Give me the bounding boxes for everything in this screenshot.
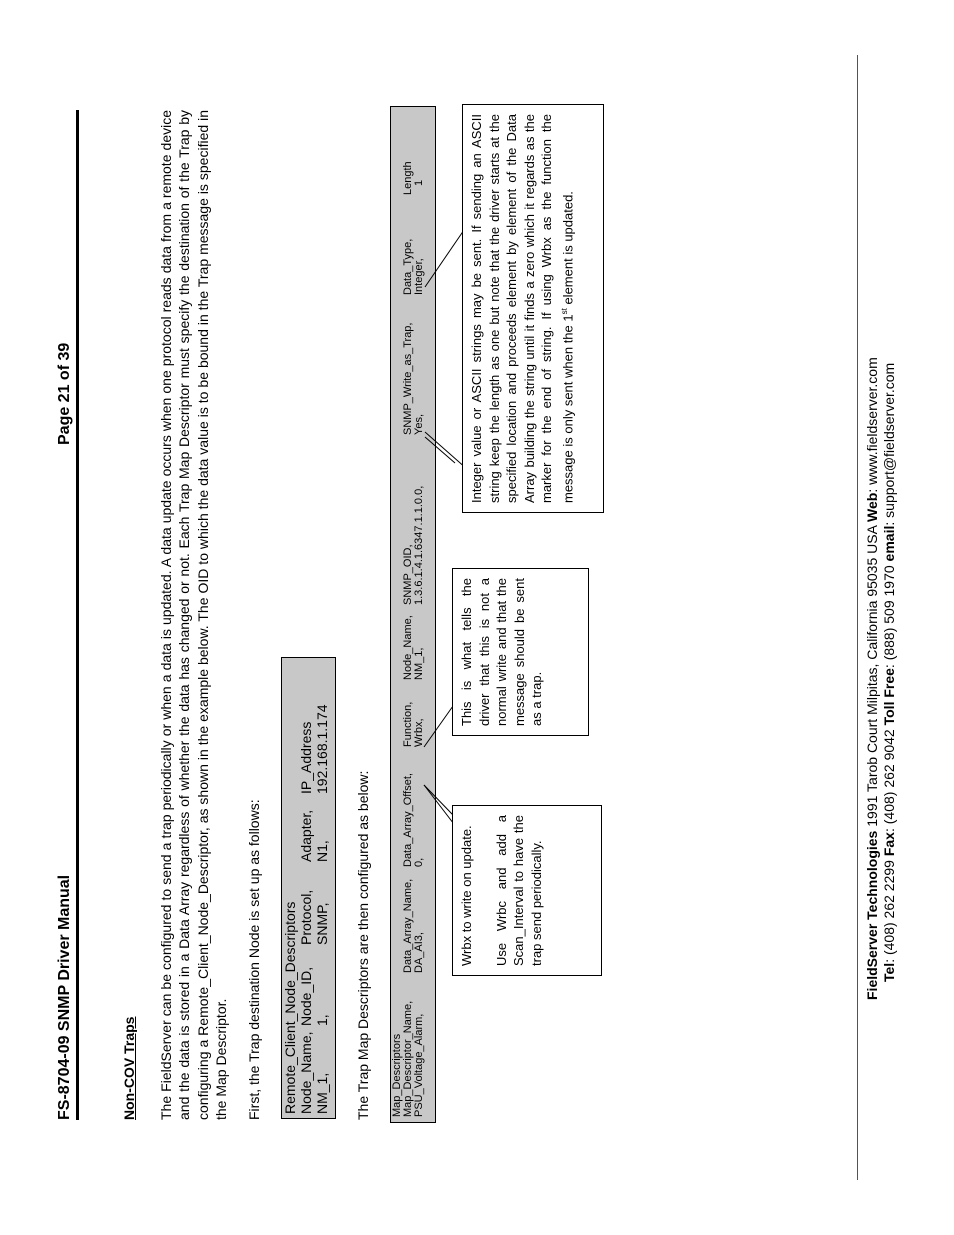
map-header: Function, — [402, 701, 414, 747]
footer-web-label: Web — [864, 492, 880, 522]
footer-address: 1991 Tarob Court Milpitas, California 95035 USA — [864, 521, 880, 831]
section-title: Non-COV Traps — [121, 1016, 137, 1120]
callout-integer — [462, 104, 604, 513]
callout-wrbx — [452, 805, 602, 976]
footer-email: : support@fieldserver.com — [881, 362, 897, 526]
footer-tel: : (408) 262 2299 — [881, 856, 897, 963]
map-value: Integer, — [413, 258, 425, 295]
callout-integer-text-b: element is updated. — [559, 191, 575, 309]
node-header: Node_ID, — [298, 966, 314, 1026]
node-value: NM_1, — [314, 1072, 330, 1114]
map-value: 0, — [413, 857, 425, 867]
footer-tollfree-label: Toll Free — [881, 668, 897, 726]
map-value: PSU_Voltage_Alarm, — [413, 1013, 425, 1117]
node-header: Node_Name, — [298, 1031, 314, 1114]
node-header: IP_Address — [298, 721, 314, 794]
page-number: Page 21 of 39 — [56, 342, 73, 445]
callout-integer-sup: st — [559, 308, 569, 315]
map-header: Map_Descriptor_Name, — [402, 1000, 414, 1117]
node-value: 192.168.1.174 — [314, 704, 330, 794]
connector-line — [425, 230, 464, 287]
callout-wrbx-text-2: Use Wrbc and add a Scan_Interval to have the trap send periodically. — [493, 815, 544, 966]
node-intro-text: First, the Trap destination Node is set up as follows: — [246, 799, 262, 1120]
footer-rule — [857, 55, 858, 1180]
footer-fax: : (408) 262 9042 — [881, 725, 897, 833]
callout-trap-text: This is what tells the driver that this is not a normal write and that the message should be sent as a trap. — [459, 578, 544, 726]
map-header: Data_Array_Offset, — [402, 773, 414, 867]
footer-tel-label: Tel — [881, 962, 897, 982]
map-value: 1.3.6.1.4.1.6347.1.1.0.0, — [413, 485, 425, 605]
callout-wrbx-text-1: Wrbx to write on update. — [459, 825, 474, 966]
map-value: Yes, — [413, 413, 425, 435]
map-header: Data_Array_Name, — [402, 878, 414, 973]
footer-company: FieldServer Technologies — [864, 830, 880, 1000]
footer-fax-label: Fax — [881, 832, 897, 857]
footer-email-label: email — [881, 525, 897, 562]
map-value: 1 — [413, 179, 425, 186]
connector-line — [424, 706, 453, 747]
footer-line-1 — [864, 357, 881, 1000]
map-value: NM_1, — [413, 647, 425, 680]
map-header: Length — [402, 161, 414, 195]
node-value: SNMP, — [314, 902, 330, 945]
connector-line — [425, 437, 455, 463]
connector-line — [424, 785, 453, 815]
map-value: Wrbx, — [413, 718, 425, 747]
footer-line-2 — [881, 363, 898, 982]
callout-integer-text-a: Integer value or ASCII strings may be sent. If sending an ASCII string keep the length as one but note that the driver starts at the specified location and proceeds element by element of the Data Array building the string until it finds a zero which it regards as the marker for the end of string. If using Wrbx as the function the message is only sent when the 1 — [469, 114, 575, 503]
map-value: DA_AI3, — [413, 932, 425, 973]
map-header: SNMP_Write_as_Trap, — [402, 322, 414, 435]
node-header: Protocol, — [298, 889, 314, 945]
map-config-title: Map_Descriptors — [391, 1033, 403, 1117]
footer-web: : www.fieldserver.com — [864, 357, 880, 493]
node-header: Adapter, — [298, 809, 314, 862]
map-header: Data_Type, — [402, 238, 414, 295]
callout-trap — [452, 568, 589, 736]
map-header: Node_Name, — [402, 615, 414, 680]
footer-tollfree: : (888) 509 1970 — [881, 561, 897, 669]
node-config-title: Remote_Client_Node_Descriptors — [282, 901, 298, 1114]
doc-title: FS-8704-09 SNMP Driver Manual — [56, 874, 73, 1120]
map-intro-text: The Trap Map Descriptors are then configured as below: — [355, 770, 371, 1120]
node-value: N1, — [314, 840, 330, 862]
intro-paragraph: The FieldServer can be configured to send a trap periodically or when a data is updated. A data update occurs when one protocol reads data from a remote device and the data is stored in a Data Array regardless of whether the data has changed or not. Each Trap Map Descriptor must specify the destination of the Trap by configuring a Remote_Client_Node_Descriptor, as shown in the example below. The OID to which the data value is to be bound in the Trap message is specified in the Map Descriptor. — [158, 110, 229, 1120]
map-header: SNMP_OID, — [402, 544, 414, 605]
node-value: 1, — [314, 1014, 330, 1026]
